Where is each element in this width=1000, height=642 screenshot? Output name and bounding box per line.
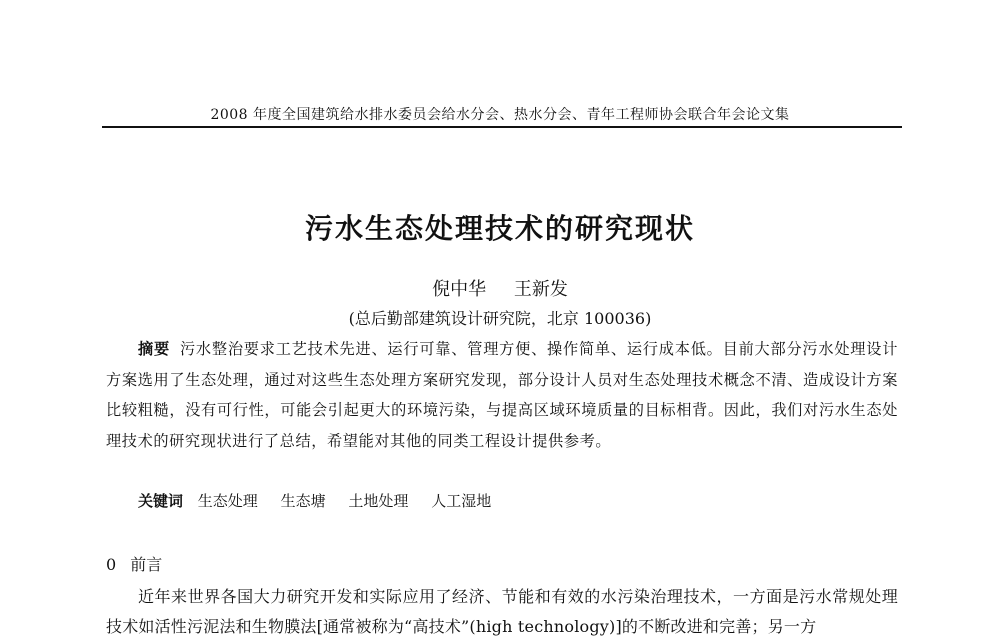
section-title: 前言 (130, 555, 163, 574)
section-heading (106, 552, 162, 575)
author-2: 王新发 (513, 279, 568, 300)
abstract-label: 摘要 (138, 340, 170, 358)
running-header: 2008 年度全国建筑给水排水委员会给水分会、热水分会、青年工程师协会联合年会论文集 (210, 107, 790, 123)
keyword: 生态处理 (197, 492, 258, 510)
keyword: 人工湿地 (431, 492, 492, 510)
section-body: 近年来世界各国大力研究开发和实际应用了经济、节能和有效的水污染治理技术，一方面是污水常规处理技术如活性污泥法和生物膜法[通常被称为“高技术”(high technology)]的不断改进和完善；另一方 (106, 587, 898, 636)
header-rule (102, 126, 902, 128)
keyword: 土地处理 (348, 492, 409, 510)
keywords (138, 490, 509, 511)
affiliation: (总后勤部建筑设计研究院，北京 100036) (348, 309, 652, 328)
keyword: 生态塘 (280, 492, 326, 510)
authors (0, 275, 1000, 301)
section-number: 0 (106, 555, 117, 574)
abstract-text: 污水整治要求工艺技术先进、运行可靠、管理方便、操作简单、运行成本低。目前大部分污水处理设计方案选用了生态处理，通过对这些生态处理方案研究发现，部分设计人员对生态处理技术概念不清、造成设计方案比较粗糙，没有可行性，可能会引起更大的环境污染，与提高区域环境质量的目标相背。因此，我们对污水生态处理技术的研究现状进行了总结，希望能对其他的同类工程设计提供参考。 (106, 340, 899, 450)
abstract (106, 334, 898, 456)
paper-title: 污水生态处理技术的研究现状 (304, 212, 695, 245)
author-1: 倪中华 (432, 279, 487, 300)
keywords-label: 关键词 (138, 492, 184, 510)
